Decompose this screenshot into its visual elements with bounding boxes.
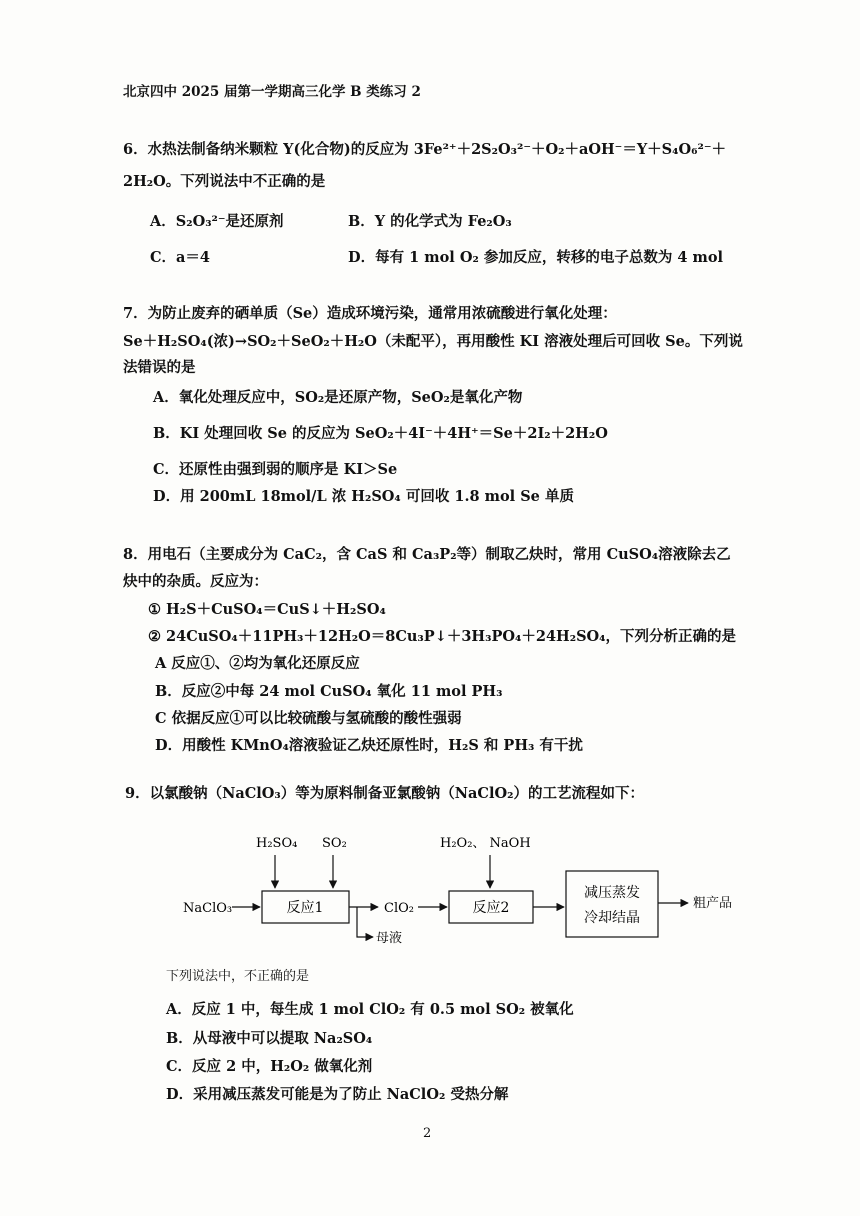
q7-option-d: D．用 200mL 18mol/L 浓 H₂SO₄ 可回收 1.8 mol Se 单质 bbox=[153, 488, 574, 505]
q8-option-b: B．反应②中每 24 mol CuSO₄ 氧化 11 mol PH₃ bbox=[155, 683, 503, 700]
q6-option-d: D．每有 1 mol O₂ 参加反应，转移的电子总数为 4 mol bbox=[348, 249, 724, 266]
q9-option-c: C．反应 2 中，H₂O₂ 做氧化剂 bbox=[166, 1058, 373, 1075]
q8-reaction1: ① H₂S＋CuSO₄＝CuS↓＋H₂SO₄ bbox=[148, 601, 386, 618]
flow-box-evap-line2: 冷却结晶 bbox=[584, 910, 640, 926]
page-header: 北京四中 2025 届第一学期高三化学 B 类练习 2 bbox=[123, 84, 421, 100]
flow-reagents-2: H₂O₂、 NaOH bbox=[440, 836, 531, 851]
flow-input-naclo3: NaClO₃ bbox=[183, 901, 233, 916]
q8-reaction2: ② 24CuSO₄＋11PH₃＋12H₂O＝8Cu₃P↓＋3H₃PO₄＋24H₂SO₄，下列分析正确的是 bbox=[148, 628, 737, 645]
q7-stem-line1: 7．为防止废弃的硒单质（Se）造成环境污染，通常用浓硫酸进行氧化处理： bbox=[123, 305, 617, 322]
flow-box-reaction1-label: 反应1 bbox=[286, 900, 324, 916]
q7-option-c: C．还原性由强到弱的顺序是 KI＞Se bbox=[153, 461, 398, 478]
flow-box-reaction2-label: 反应2 bbox=[472, 900, 510, 916]
flow-intermediate-clo2: ClO₂ bbox=[384, 901, 414, 916]
flow-box-evap-line1: 减压蒸发 bbox=[584, 885, 640, 901]
q7-stem-line3: 法错误的是 bbox=[123, 359, 196, 376]
q7-option-b: B．KI 处理回收 Se 的反应为 SeO₂＋4I⁻＋4H⁺＝Se＋2I₂＋2H₂O bbox=[153, 425, 608, 442]
q9-stem: 9．以氯酸钠（NaClO₃）等为原料制备亚氯酸钠（NaClO₂）的工艺流程如下： bbox=[125, 785, 644, 802]
flow-box-evap bbox=[566, 871, 658, 937]
q9-option-b: B．从母液中可以提取 Na₂SO₄ bbox=[166, 1030, 373, 1047]
q7-option-a: A．氧化处理反应中，SO₂是还原产物，SeO₂是氧化产物 bbox=[153, 389, 523, 406]
flow-reagent-h2so4: H₂SO₄ bbox=[256, 836, 298, 851]
q6-stem-line1: 6．水热法制备纳米颗粒 Y(化合物)的反应为 3Fe²⁺＋2S₂O₃²⁻＋O₂＋aOH⁻＝Y＋S₄O₆²⁻＋ bbox=[123, 141, 726, 158]
page-number: 2 bbox=[423, 1126, 432, 1141]
q6-option-b: B．Y 的化学式为 Fe₂O₃ bbox=[348, 213, 512, 230]
q6-option-c: C．a＝4 bbox=[150, 249, 211, 266]
q7-stem-line2: Se＋H₂SO₄(浓)→SO₂＋SeO₂＋H₂O（未配平），再用酸性 KI 溶液处理后可回收 Se。下列说 bbox=[123, 333, 743, 350]
q6-option-a: A．S₂O₃²⁻是还原剂 bbox=[150, 213, 284, 230]
q8-stem-line2: 炔中的杂质。反应为： bbox=[123, 573, 268, 590]
q8-option-d: D．用酸性 KMnO₄溶液验证乙炔还原性时，H₂S 和 PH₃ 有干扰 bbox=[155, 737, 583, 754]
q9-option-a: A．反应 1 中，每生成 1 mol ClO₂ 有 0.5 mol SO₂ 被氧化 bbox=[166, 1001, 574, 1018]
flow-byproduct: 母液 bbox=[376, 931, 403, 946]
q6-stem-line2: 2H₂O。下列说法中不正确的是 bbox=[123, 173, 326, 190]
q9-prompt: 下列说法中，不正确的是 bbox=[166, 969, 310, 984]
q8-stem-line1: 8．用电石（主要成分为 CaC₂，含 CaS 和 Ca₃P₂等）制取乙炔时，常用 CuSO₄溶液除去乙 bbox=[123, 546, 731, 563]
q9-option-d: D．采用减压蒸发可能是为了防止 NaClO₂ 受热分解 bbox=[166, 1086, 509, 1103]
flow-arrow-byproduct bbox=[357, 907, 373, 937]
q8-option-a: A 反应①、②均为氧化还原反应 bbox=[155, 655, 360, 672]
process-flow-diagram bbox=[0, 825, 860, 955]
flow-output: 粗产品 bbox=[693, 896, 733, 911]
flow-reagent-so2: SO₂ bbox=[322, 836, 347, 851]
q8-option-c: C 依据反应①可以比较硫酸与氢硫酸的酸性强弱 bbox=[155, 710, 462, 727]
